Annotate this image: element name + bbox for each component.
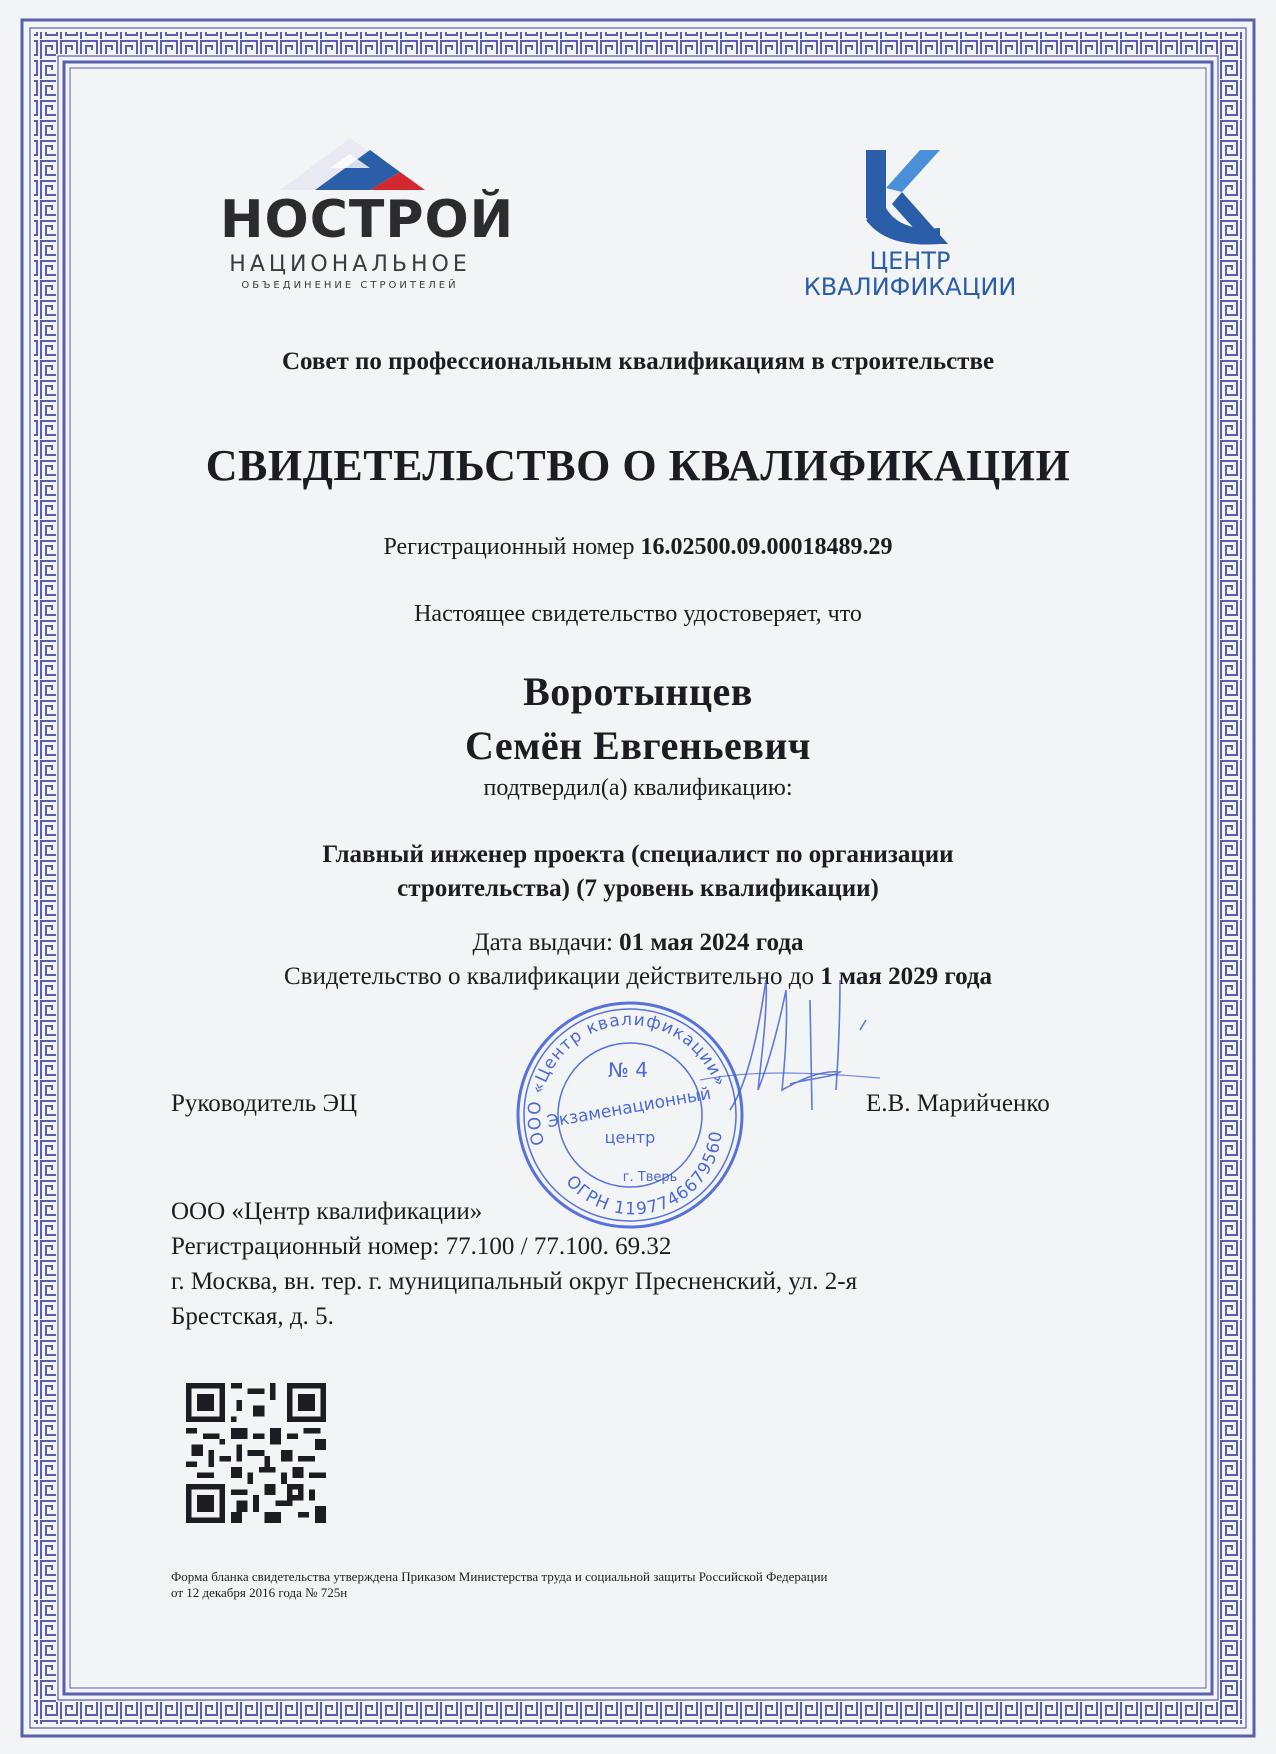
- k-letter-icon: [790, 148, 1030, 248]
- issue-date: 01 мая 2024 года: [619, 929, 804, 956]
- signatory-position: Руководитель ЭЦ: [171, 1090, 357, 1117]
- holder-given-names: Семён Евгеньевич: [464, 723, 811, 768]
- organization-address-line2: Брестская, д. 5.: [171, 1303, 334, 1330]
- certificate-title: СВИДЕТЕЛЬСТВО О КВАЛИФИКАЦИИ: [205, 441, 1071, 490]
- nostroy-tagline: ОБЪЕДИНЕНИЕ СТРОИТЕЛЕЙ: [241, 280, 459, 291]
- footnote-line2: от 12 декабря 2016 года № 725н: [171, 1585, 348, 1600]
- nostroy-wordmark: НОСТРОЙ: [220, 190, 515, 250]
- council-heading: Совет по профессиональным квалификациям в строительстве: [281, 348, 995, 375]
- qualification-line2: строительства) (7 уровень квалификации): [397, 875, 879, 902]
- organization-block: [171, 1194, 1071, 1334]
- intro-text: Настоящее свидетельство удостоверяет, что: [414, 601, 862, 627]
- issue-date-line: [0, 926, 1276, 960]
- registration-label: Регистрационный номер: [383, 534, 641, 560]
- nostroy-logo: [220, 128, 515, 291]
- stamp-top-text: ООО «Центр квалификации»: [524, 1009, 731, 1148]
- roof-flag-icon: [220, 128, 480, 198]
- stamp-lower-text: центр: [604, 1128, 656, 1147]
- stamp-middle-text: Экзаменационный: [545, 1083, 713, 1133]
- validity-line: [0, 960, 1276, 994]
- center-logo-line2: КВАЛИФИКАЦИИ: [803, 273, 1017, 301]
- stamp-number: № 4: [608, 1058, 648, 1082]
- organization-address-line1: г. Москва, вн. тер. г. муниципальный округ Пресненский, ул. 2-я: [171, 1268, 858, 1295]
- registration-line: [0, 534, 1276, 561]
- organization-name: ООО «Центр квалификации»: [171, 1198, 483, 1225]
- signatory-name: Е.В. Марийченко: [866, 1090, 1050, 1117]
- organization-reg: Регистрационный номер: 77.100 / 77.100. 69.32: [171, 1233, 672, 1260]
- confirmed-text: подтвердил(а) квалификацию:: [483, 775, 793, 801]
- issue-label: Дата выдачи:: [472, 929, 620, 956]
- stamp-bottom-text: ОГРН 1197746679560: [561, 1129, 727, 1220]
- nostroy-subtitle: НАЦИОНАЛЬНОЕ: [229, 252, 471, 277]
- form-approval-footnote: [171, 1569, 1131, 1601]
- footnote-line1: Форма бланка свидетельства утверждена Приказом Министерства труда и социальной защиты Российской Федерации: [171, 1569, 828, 1584]
- center-qualification-logo: [790, 148, 1030, 308]
- qualification-line1: Главный инженер проекта (специалист по организации: [322, 841, 954, 868]
- stamp-city-text: г. Тверь: [622, 1170, 678, 1185]
- registration-number: 16.02500.09.00018489.29: [640, 534, 893, 560]
- handwritten-signature: [690, 960, 890, 1130]
- qr-code[interactable]: [186, 1383, 326, 1523]
- holder-surname: Воротынцев: [523, 669, 753, 714]
- validity-date: 1 мая 2029 года: [820, 963, 993, 990]
- center-logo-line1: ЦЕНТР: [869, 247, 951, 275]
- validity-label: Свидетельство о квалификации действительно до: [283, 963, 821, 990]
